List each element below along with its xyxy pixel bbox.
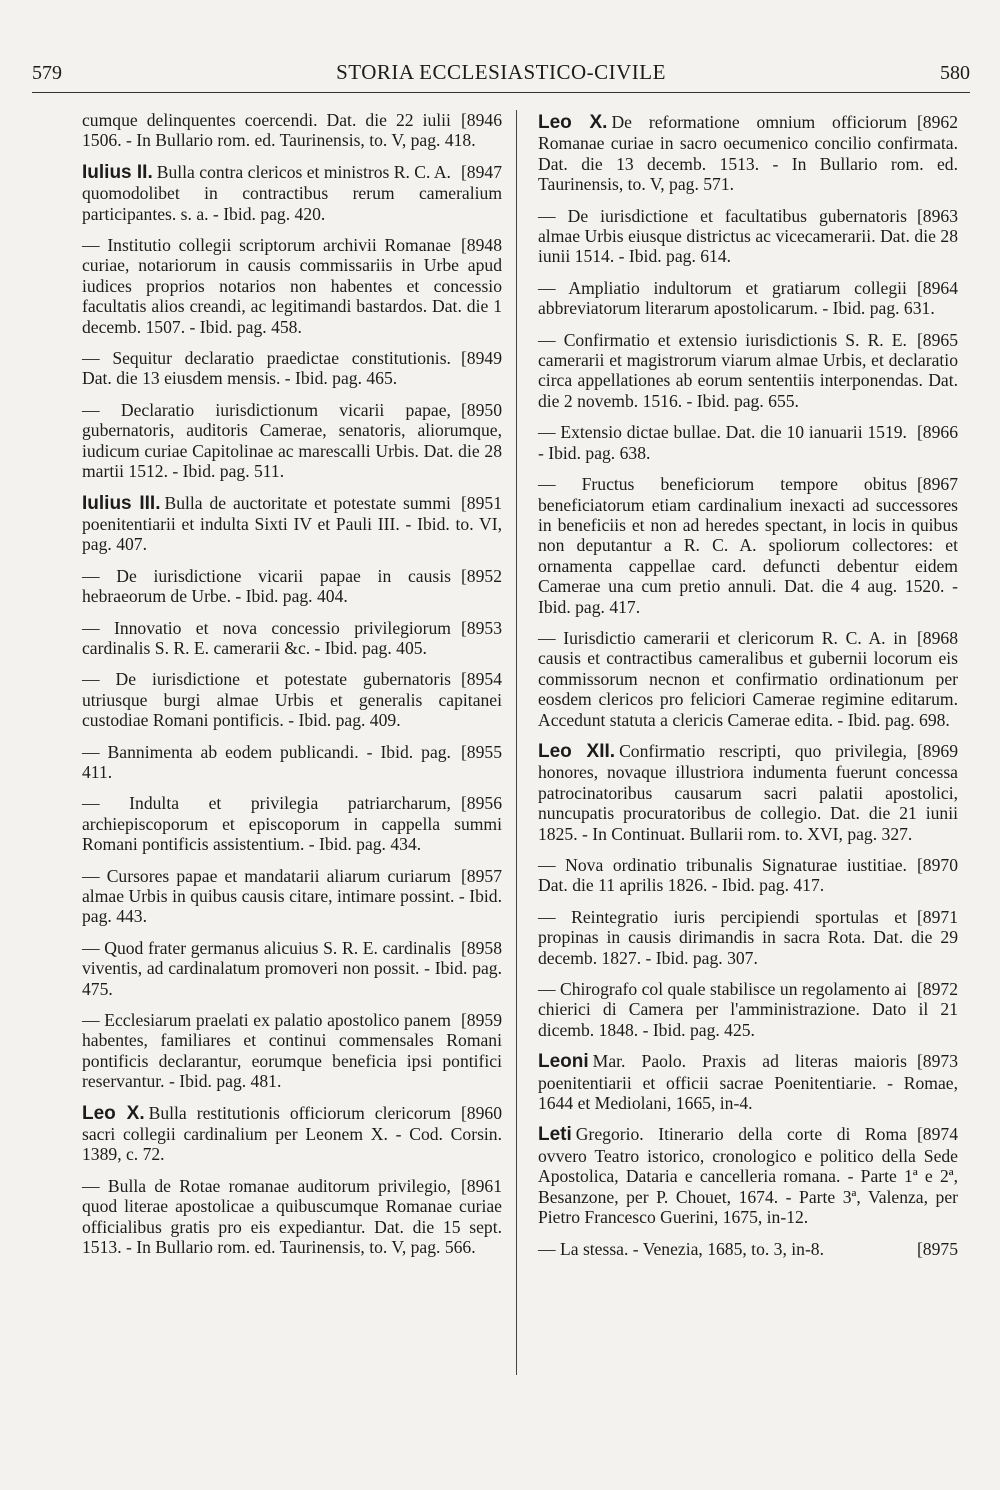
bibliography-entry (82, 866, 502, 927)
entry-text: — Innovatio et nova concessio privilegiorum cardinalis S. R. E. camerarii &c. - Ibid. pag. 405. (82, 617, 451, 658)
entry-text: — Sequitur declaratio praedictae constitutionis. Dat. die 13 eiusdem mensis. - Ibid. pag. 465. (82, 348, 451, 389)
entry-text: — Declaratio iurisdictionum vicarii papae, gubernatoris, auditoris Camerae, senatoris, aliorumque, iudicum curiae Capitolinae ac marescalli Urbis. Dat. die 28 martii 1512. - Ibid. pag. 511. (82, 399, 502, 482)
entry-text: — Confirmatio et extensio iurisdictionis S. R. E. camerarii et magistrorum viarum almae Urbis, et declaratio circa appellationes ab eorum sententiis interponendas. Dat. die 2 novemb. 1516. - Ibid. pag. 655. (538, 329, 958, 411)
bibliography-entry (538, 474, 958, 617)
entry-number: [8975 (916, 1238, 958, 1259)
entry-number: [8958 (460, 937, 502, 958)
entry-number: [8974 (916, 1124, 958, 1145)
page-number-left: 579 (32, 62, 62, 84)
bibliography-entry (538, 112, 958, 195)
bibliography-entry (82, 348, 502, 389)
entry-number: [8960 (460, 1102, 502, 1123)
bibliography-entry (538, 1051, 958, 1113)
entry-text: — Bulla de Rotae romanae auditorum privilegio, quod literae apostolicae a quibuscumque Romanae curiae officialibus gratis pro eis expediantur. Dat. die 15 sept. 1513. - In Bullario rom. ed. Taurinensis, to. V, pag. 566. (82, 1175, 502, 1258)
bibliography-entry (82, 1010, 502, 1092)
left-column (82, 110, 502, 1269)
bibliography-entry (538, 422, 958, 463)
entry-number: [8971 (916, 906, 958, 927)
bibliography-entry (82, 1176, 502, 1258)
entry-text: — Indulta et privilegia patriarcharum, archiepiscoporum et episcoporum in cappella summi Romani pontificis assistentium. - Ibid. pag. 434. (82, 793, 502, 855)
entry-text: Bulla contra clericos et ministros R. C. A. quomodolibet in contractibus rerum cameralium participantes. s. a. - Ibid. pag. 420. (82, 161, 502, 224)
entry-author: Leo X. (82, 1102, 145, 1124)
entry-text: — Ampliatio indultorum et gratiarum collegii abbreviatorum literarum apostolicarum. - Ibid. pag. 631. (538, 277, 935, 319)
entry-number: [8969 (916, 740, 958, 761)
entry-text: — Bannimenta ab eodem publicandi. - Ibid. pag. 411. (82, 741, 451, 782)
entry-text: — Cursores papae et mandatarii aliarum curiarum almae Urbis in quibus causis citare, intimare possint. - Ibid. pag. 443. (82, 865, 502, 927)
entry-text: — De iurisdictione vicarii papae in causis hebraeorum de Urbe. - Ibid. pag. 404. (82, 565, 451, 607)
entry-number: [8963 (916, 205, 958, 226)
entry-text: — Reintegratio iuris percipiendi sportulas et propinas in causis dirimandis in sacra Rota. Dat. die 29 decemb. 1827. - Ibid. pag. 307. (538, 906, 958, 968)
entry-text: — De iurisdictione et potestate gubernatoris utriusque burgi almae Urbis et generalis capitanei custodiae Romani pontificis. - Ibid. pag. 409. (82, 669, 502, 731)
bibliography-entry (82, 400, 502, 482)
entry-number: [8959 (460, 1010, 502, 1031)
bibliography-entry (538, 1124, 958, 1227)
entry-number: [8961 (460, 1175, 502, 1196)
entry-author: Leoni (538, 1051, 589, 1073)
entry-author: Iulius III. (82, 492, 161, 514)
entry-text: — Quod frater germanus alicuius S. R. E. cardinalis viventis, ad cardinalatum promoveri non possit. - Ibid. pag. 475. (82, 937, 502, 999)
entry-text: — Institutio collegii scriptorum archivii Romanae curiae, notariorum in causis commissariis in Urbe apud iudices proprios notarios non habentes et concessio facultatis alios creandi, ac legitimandi bastardos. Dat. die 1 decemb. 1507. - Ibid. pag. 458. (82, 235, 502, 337)
entry-text: — De iurisdictione et facultatibus gubernatoris almae Urbis eiusque districtus ac vicecamerarii. Dat. die 28 iunii 1514. - Ibid. pag. 614. (538, 205, 958, 267)
entry-number: [8968 (916, 627, 958, 648)
entry-number: [8972 (916, 979, 958, 1000)
entry-number: [8965 (916, 329, 958, 350)
bibliography-entry (538, 628, 958, 730)
bibliography-entry (538, 907, 958, 968)
bibliography-entry (82, 566, 502, 607)
bibliography-entry (538, 278, 958, 319)
entry-number: [8956 (460, 793, 502, 814)
bibliography-entry (538, 741, 958, 844)
bibliography-entry (82, 162, 502, 224)
entry-number: [8962 (916, 112, 958, 132)
entry-text: Bulla restitutionis officiorum clericorum sacri collegii cardinalium per Leonem X. - Cod. Corsin. 1389, c. 72. (82, 1102, 502, 1165)
running-header (32, 58, 970, 93)
entry-author: Leo X. (538, 112, 608, 133)
bibliography-entry (82, 669, 502, 730)
bibliography-entry (538, 330, 958, 412)
entry-text: De reformatione omnium officiorum Romanae curiae in sacro oecumenico concilio confirmata. Dat. die 13 decemb. 1513. - In Bullario rom. ed. Taurinensis, to. V, pag. 571. (538, 112, 958, 195)
entry-number: [8949 (460, 348, 502, 369)
bibliography-entry (82, 618, 502, 659)
bibliography-entry (538, 1239, 958, 1259)
entry-number: [8947 (460, 161, 502, 182)
bibliography-entry (538, 206, 958, 267)
bibliography-entry (82, 1103, 502, 1165)
entry-number: [8953 (460, 617, 502, 638)
entry-author: Leti (538, 1124, 572, 1146)
entry-text: — Extensio dictae bullae. Dat. die 10 ianuarii 1519. - Ibid. pag. 638. (538, 422, 907, 463)
entry-author: Iulius II. (82, 161, 153, 183)
entry-text: — La stessa. - Venezia, 1685, to. 3, in-8. (538, 1238, 825, 1259)
entry-number: [8964 (916, 277, 958, 298)
entry-number: [8957 (460, 865, 502, 886)
entry-number: [8970 (916, 855, 958, 875)
entry-text: — Iurisdictio camerarii et clericorum R. C. A. in causis et contractibus cameralibus et gubernii locorum eis commissorum necnon et confirmatio ordinationum per eosdem clericos pro feliciori Camerae regimine editarum. Accedunt statuta a clericis Camerae edita. - Ibid. pag. 698. (538, 627, 958, 730)
running-title: STORIA ECCLESIASTICO-CIVILE (336, 60, 666, 84)
entry-text: cumque delinquentes coercendi. Dat. die 22 iulii 1506. - In Bullario rom. ed. Taurinensis, to. V, pag. 418. (82, 110, 476, 151)
entry-number: [8973 (916, 1051, 958, 1072)
entry-number: [8948 (460, 235, 502, 256)
entry-number: [8966 (916, 422, 958, 443)
entry-number: [8946 (460, 110, 502, 130)
entry-number: [8952 (460, 565, 502, 586)
right-column (538, 110, 958, 1270)
bibliography-entry (538, 855, 958, 896)
bibliography-entry (82, 235, 502, 337)
entry-number: [8950 (460, 399, 502, 420)
entry-number: [8955 (460, 741, 502, 762)
entry-number: [8967 (916, 474, 958, 495)
entry-text: Gregorio. Itinerario della corte di Roma ovvero Teatro istorico, cronologico e politico della Sede Apostolica, Dataria e cancelleria romana. - Parte 1ª e 2ª, Besanzone, per P. Chouet, 1674. - Parte 3ª, Valenza, per Pietro Francesco Guerini, 1675, in-12. (538, 1124, 958, 1228)
bibliography-entry (82, 110, 502, 151)
bibliography-entry (538, 979, 958, 1040)
bibliography-entry (82, 493, 502, 555)
entry-text: — Ecclesiarum praelati ex palatio apostolico panem habentes, familiares et continui commensales Romani pontificis declarantur, eorumque beneficia ipsi pontifici reservantur. - Ibid. pag. 481. (82, 1010, 502, 1092)
bibliography-entry (82, 793, 502, 854)
entry-number: [8951 (460, 492, 502, 513)
column-divider (516, 110, 517, 1375)
page-number-right: 580 (940, 62, 970, 84)
entry-author: Leo XII. (538, 740, 616, 762)
entry-text: — Chirografo col quale stabilisce un regolamento ai chierici di Camera per l'amministrazione. Dato il 21 dicemb. 1848. - Ibid. pag. 425. (538, 979, 958, 1040)
entry-text: Confirmatio rescripti, quo privilegia, honores, novaque illustriora indumenta fuerunt concessa patrocinatoribus causarum sacri palatii apostolici, nuncupatis procuratoribus de collegio. Dat. die 21 iunii 1825. - In Continuat. Bullarii rom. to. XVI, pag. 327. (538, 740, 958, 844)
entry-text: — Nova ordinatio tribunalis Signaturae iustitiae. Dat. die 11 aprilis 1826. - Ibid. pag. 417. (538, 855, 907, 896)
bibliography-entry (82, 938, 502, 999)
entry-text: — Fructus beneficiorum tempore obitus beneficiatorum etiam cardinalium inexacti ad successores in beneficiis et non ad heredes spectant, in locis in quibus non deputantur a R. C. A. spoliorum collectores: et ornamenta cappellae card. defuncti debentur eidem Camerae una cum pretio annuli. Dat. die 4 aug. 1520. - Ibid. pag. 417. (538, 474, 958, 617)
entry-text: Bulla de auctoritate et potestate summi poenitentiarii et indulta Sixti IV et Pauli III. - Ibid. to. VI, pag. 407. (82, 492, 502, 555)
entry-number: [8954 (460, 669, 502, 690)
bibliography-entry (82, 742, 502, 783)
entry-text: Mar. Paolo. Praxis ad literas maioris poenitentiarii et officii sacrae Poenitentiarie. - Romae, 1644 et Mediolani, 1665, in-4. (538, 1051, 958, 1114)
